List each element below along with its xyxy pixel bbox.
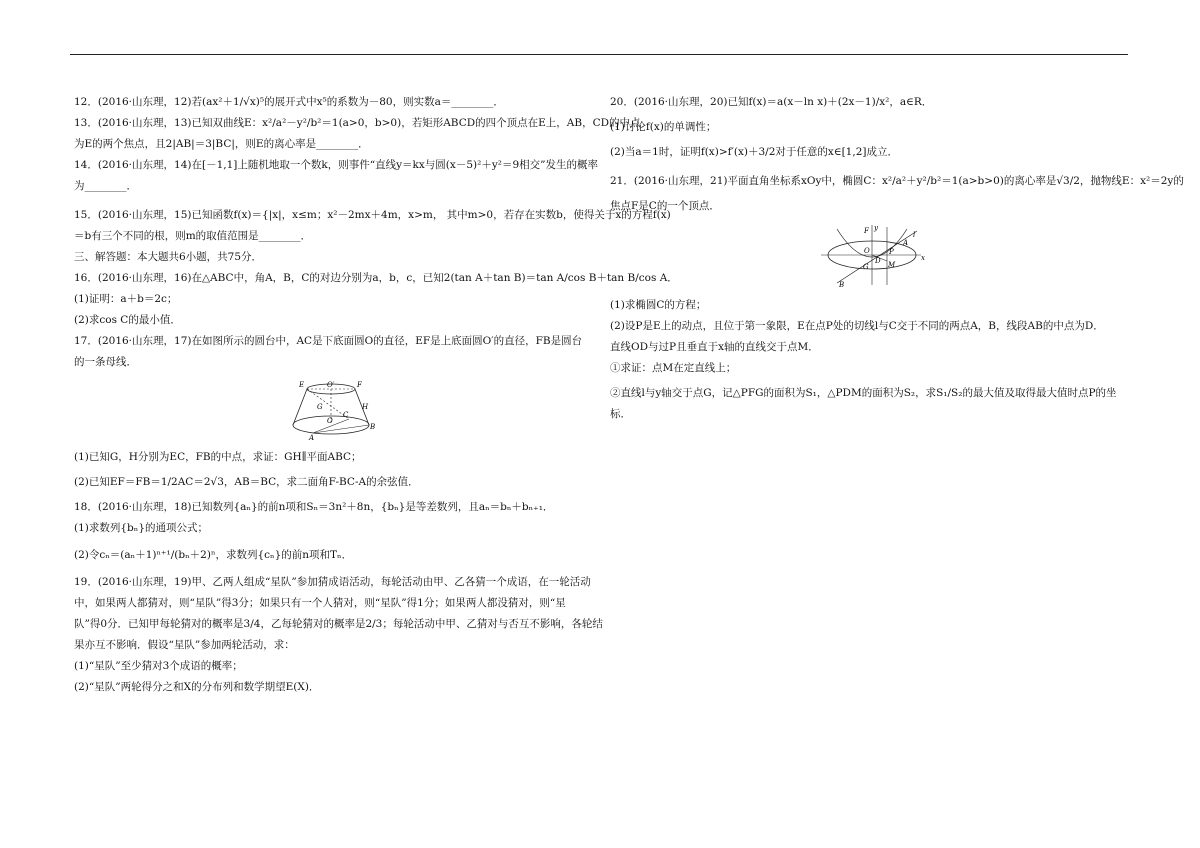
label-G: G xyxy=(863,263,869,271)
q21-line1: 21．(2016·山东理，21)平面直角坐标系xOy中，椭圆C：x²/a²＋y²/b²＝1(a>b>0)的离心率是√3/2，抛物线E：x²＝2y的 xyxy=(610,175,1184,187)
q15-line1: 15．(2016·山东理，15)已知函数f(x)＝{|x|，x≤m；x²－2mx＋4m，x>m， 其中m>0，若存在实数b，使得关于x的方程f(x) xyxy=(74,209,671,221)
right-column xyxy=(610,92,1184,425)
q20-part1: (1)讨论f(x)的单调性； xyxy=(610,121,717,133)
q16-part1: (1)证明：a＋b＝2c； xyxy=(74,293,178,305)
label-E: E xyxy=(299,381,305,389)
label-l: l xyxy=(913,231,916,239)
label-y: y xyxy=(874,224,878,232)
q15-line2: ＝b有三个不同的根，则m的取值范围是________． xyxy=(74,230,312,242)
label-B: B xyxy=(370,423,376,431)
frustum-figure xyxy=(287,379,377,441)
q21-part1: (1)求椭圆C的方程； xyxy=(610,299,707,311)
label-H: H xyxy=(362,403,369,411)
q19-line4: 果亦互不影响．假设“星队”参加两轮活动，求： xyxy=(74,639,295,651)
label-G: G xyxy=(317,403,323,411)
q21-part2-line2: 直线OD与过P且垂直于x轴的直线交于点M． xyxy=(610,341,819,353)
q19-line3: 队”得0分．已知甲每轮猜对的概率是3/4，乙每轮猜对的概率是2/3；每轮活动中甲、乙猜对与否互不影响，各轮结 xyxy=(74,618,603,630)
q16: 16．(2016·山东理，16)在△ABC中，角A，B，C的对边分别为a，b，c，已知2(tan A＋tan B)＝tan A/cos B＋tan B/cos A． xyxy=(74,272,678,284)
q21-line2: 焦点F是C的一个顶点． xyxy=(610,200,720,212)
q17-part2: (2)已知EF＝FB＝1/2AC＝2√3，AB＝BC，求二面角F-BC-A的余弦值． xyxy=(74,476,419,488)
q20: 20．(2016·山东理，20)已知f(x)＝a(x－ln x)＋(2x－1)/x²，a∈R． xyxy=(610,96,933,108)
q21-part2-ii: ②直线l与y轴交于点G，记△PFG的面积为S₁，△PDM的面积为S₂，求S₁/S₂的最大值及取得最大值时点P的坐 xyxy=(610,387,1117,399)
q19-part1: (1)“星队”至少猜对3个成语的概率； xyxy=(74,660,243,672)
q19-line1: 19．(2016·山东理，19)甲、乙两人组成“星队”参加猜成语活动，每轮活动由甲、乙各猜一个成语，在一轮活动 xyxy=(74,576,591,588)
q19-line2: 中，如果两人都猜对，则“星队”得3分；如果只有一个人猜对，则“星队”得1分；如果两人都没猜对，则“星 xyxy=(74,597,566,609)
label-O: O xyxy=(327,417,333,425)
q21-part2-ii-end: 标． xyxy=(610,408,631,420)
q17-part1: (1)已知G，H分别为EC，FB的中点，求证：GH∥平面ABC； xyxy=(74,451,362,463)
q18-part2: (2)令cₙ＝(aₙ＋1)ⁿ⁺¹/(bₙ＋2)ⁿ，求数列{cₙ}的前n项和Tₙ． xyxy=(74,549,353,561)
label-x: x xyxy=(921,254,925,262)
q16-part2: (2)求cos C的最小值． xyxy=(74,314,181,326)
label-F: F xyxy=(864,227,869,235)
label-O: O xyxy=(864,247,870,255)
label-A: A xyxy=(903,239,909,247)
q14-line1: 14．(2016·山东理，14)在[－1,1]上随机地取一个数k，则事件“直线y＝kx与圆(x－5)²＋y²＝9相交”发生的概率 xyxy=(74,159,599,171)
q13-line2: 为E的两个焦点，且2|AB|＝3|BC|，则E的离心率是________． xyxy=(74,138,369,150)
label-C: C xyxy=(343,411,349,419)
q18-part1: (1)求数列{bₙ}的通项公式； xyxy=(74,522,208,534)
section-heading: 三、解答题：本大题共6小题，共75分． xyxy=(74,251,263,263)
q17-line1: 17．(2016·山东理，17)在如图所示的圆台中，AC是下底面圆O的直径，EF是上底面圆O′的直径，FB是圆台 xyxy=(74,335,583,347)
q21-part2-line1: (2)设P是E上的动点，且位于第一象限，E在点P处的切线l与C交于不同的两点A，B，线段AB的中点为D． xyxy=(610,320,1104,332)
q12: 12．(2016·山东理，12)若(ax²＋1/√x)⁵的展开式中x⁵的系数为－80，则实数a＝________． xyxy=(74,96,504,108)
label-P: P xyxy=(889,248,894,256)
q21-part2-i: ①求证：点M在定直线上； xyxy=(610,362,737,374)
q18: 18．(2016·山东理，18)已知数列{aₙ}的前n项和Sₙ＝3n²＋8n，{bₙ}是等差数列，且aₙ＝bₙ＋bₙ₊₁． xyxy=(74,501,554,513)
q14-line2: 为________． xyxy=(74,180,137,192)
ellipse-figure xyxy=(817,223,927,289)
header-rule xyxy=(70,54,1128,55)
label-F: F xyxy=(357,381,362,389)
label-M: M xyxy=(888,261,896,269)
label-D: D xyxy=(875,257,881,265)
label-B: B xyxy=(839,281,845,289)
label-Oprime: O′ xyxy=(327,381,335,389)
label-A: A xyxy=(309,434,315,441)
q20-part2: (2)当a＝1时，证明f(x)>f′(x)＋3/2对于任意的x∈[1,2]成立． xyxy=(610,146,898,158)
q19-part2: (2)“星队”两轮得分之和X的分布列和数学期望E(X)． xyxy=(74,681,320,693)
q17-line2: 的一条母线． xyxy=(74,356,137,368)
q13-line1: 13．(2016·山东理，13)已知双曲线E：x²/a²－y²/b²＝1(a>0，b>0)，若矩形ABCD的四个顶点在E上，AB，CD的中点 xyxy=(74,117,641,129)
